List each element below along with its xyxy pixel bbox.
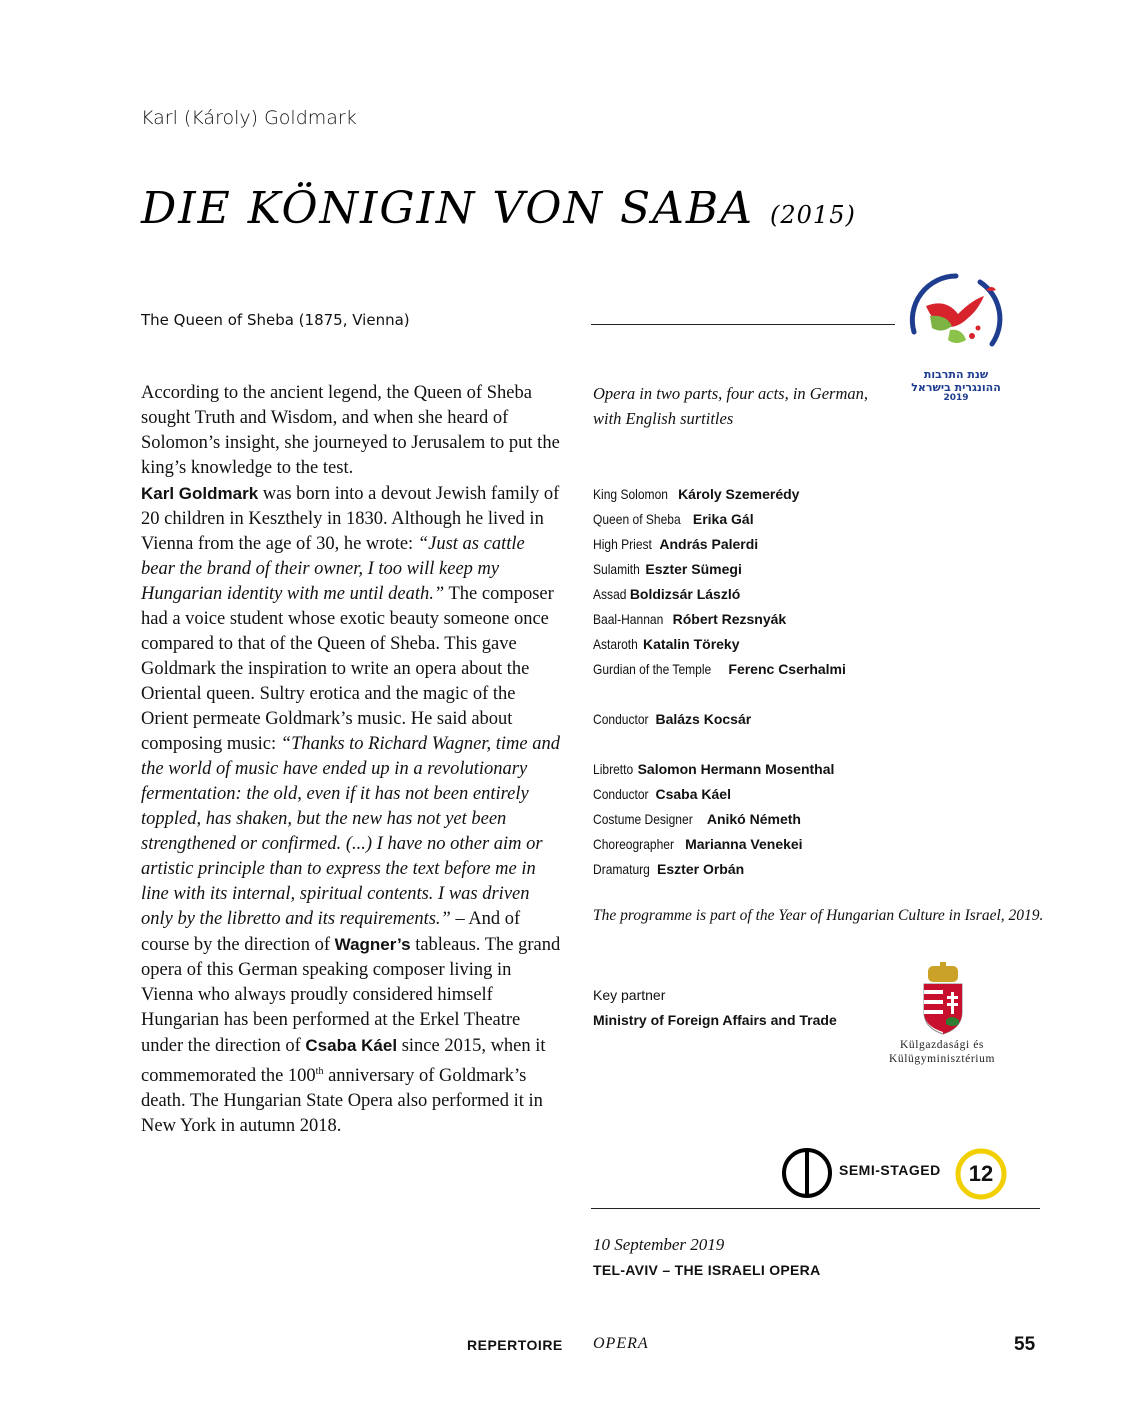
cast-role: Astaroth (593, 636, 638, 652)
culture-year-logo (906, 270, 1006, 410)
cast-name: Károly Szemerédy (678, 486, 800, 502)
opera-format-info (593, 381, 893, 431)
semi-staged-icon (781, 1147, 833, 1199)
logo-year: 2019 (943, 393, 969, 403)
cast-role: Baal-Hannan (593, 611, 664, 627)
title-text: DIE KÖNIGIN VON SABA (141, 183, 755, 234)
creative-role: Libretto (593, 761, 634, 777)
quote-wagner: “Thanks to Richard Wagner, time and the world of music have ended up in a revolutionary fermentation: the old, even if it has not been entirely toppled, has shaken, but the new has not yet been strengthened or confirmed. (...) I have no other aim or artistic principle than to express the text before me in line with its internal, spiritual contents. I was driven only by the libretto and its requirements.” (141, 734, 560, 929)
body-text-span: anniversary of Goldmark’s death. The Hungarian State Opera also performed it in New York in autumn 2018. (141, 1066, 543, 1137)
kael-name: Csaba Káel (305, 1036, 398, 1055)
creative-name: Eszter Orbán (657, 861, 745, 877)
cast-row (593, 607, 1023, 632)
opera-subtitle: The Queen of Sheba (1875, Vienna) (141, 311, 410, 329)
paragraph-goldmark (141, 481, 561, 1139)
creative-name: Csaba Káel (655, 786, 731, 802)
cast-row (593, 532, 1023, 557)
hungarian-crest-icon (918, 962, 968, 1037)
cast-row (593, 582, 1023, 607)
cast-row (593, 557, 1023, 582)
creative-row (593, 782, 1023, 807)
cast-name: Erika Gál (692, 511, 754, 527)
programme-note: The programme is part of the Year of Hungarian Culture in Israel, 2019. (593, 907, 1044, 924)
cast-name: Boldizsár László (629, 586, 741, 602)
creative-name: Salomon Hermann Mosenthal (637, 761, 835, 777)
cast-role: Queen of Sheba (593, 511, 681, 527)
creative-row (593, 757, 1023, 782)
superscript-th: th (315, 1066, 324, 1077)
body-text-span: was born into a devout Jewish family of 20 children in Keszthely in 1830. Although he lived in Vienna from the age of 30, he wrote: (141, 484, 560, 554)
cast-list (593, 482, 1023, 882)
wagner-name: Wagner’s (334, 935, 411, 954)
creative-role: Costume Designer (593, 811, 693, 827)
partner-name: Ministry of Foreign Affairs and Trade (593, 1012, 837, 1028)
creative-row (593, 807, 1023, 832)
cast-name: Róbert Rezsnyák (672, 611, 787, 627)
creative-row (593, 857, 1023, 882)
cast-role: Conductor (593, 711, 649, 727)
divider-top (591, 324, 895, 325)
footer-section: REPERTOIRE (467, 1337, 563, 1353)
creative-role: Dramaturg (593, 861, 650, 877)
body-text-span: The composer had a voice student whose exotic beauty someone once compared to that of the Queen of Sheba. This gave Goldmark the inspiration to write an opera about the Oriental queen. Sultry erotica and the magic of the Orient permeate Goldmark’s music. He said about composing music: (141, 584, 554, 754)
ministry-caption (862, 1038, 1022, 1066)
cast-role: High Priest (593, 536, 652, 552)
logo-hebrew-line2: ההונגרית בישראל (911, 381, 1001, 394)
body-text-span: – And of course by the direction of (141, 909, 521, 955)
conductor-row (593, 707, 1023, 732)
cast-name: Ferenc Cserhalmi (728, 661, 846, 677)
body-text-span: tableaus. The grand opera of this German speaking composer living in Vienna who always proudly considered himself Hungarian has been performed at the Erkel Theatre under the direction of (141, 935, 561, 1056)
spacer (593, 682, 1023, 707)
cast-row (593, 657, 1023, 682)
logo-hebrew-line1: שנת התרבות (923, 368, 989, 381)
ministry-caption-line2: Külügyminisztérium (889, 1053, 995, 1065)
composer-name: Karl (Károly) Goldmark (141, 107, 357, 129)
creative-name: Marianna Venekei (685, 836, 803, 852)
cast-name: Eszter Sümegi (645, 561, 742, 577)
staging-label: SEMI-STAGED (839, 1162, 941, 1178)
partner-label: Key partner (593, 987, 666, 1003)
footer-category: OPERA (593, 1335, 649, 1352)
age-rating-value: 12 (968, 1161, 994, 1186)
cast-role: Gurdian of the Temple (593, 661, 712, 677)
cast-role: Assad (593, 586, 627, 602)
performance-date: 10 September 2019 (593, 1235, 725, 1254)
ministry-caption-line1: Külgazdasági és (899, 1039, 985, 1051)
info-line1: Opera in two parts, four acts, in German, (593, 384, 869, 403)
cast-row (593, 507, 1023, 532)
cast-name: Balázs Kocsár (655, 711, 752, 727)
cast-row (593, 482, 1023, 507)
page-number: 55 (1014, 1334, 1036, 1355)
age-rating-badge (954, 1147, 1008, 1201)
spacer (593, 732, 1023, 757)
cast-role: King Solomon (593, 486, 668, 502)
creative-name: Anikó Németh (706, 811, 801, 827)
body-text-span: since 2015, when it commemorated the 100 (141, 1036, 546, 1087)
opera-title (141, 183, 856, 234)
cast-row (593, 632, 1023, 657)
cast-role: Sulamith (593, 561, 640, 577)
performance-venue: TEL-AVIV – THE ISRAELI OPERA (593, 1262, 821, 1278)
title-year: (2015) (770, 201, 856, 229)
paragraph-legend: According to the ancient legend, the Queen of Sheba sought Truth and Wisdom, and when she heard of Solomon’s insight, she journeyed to Jerusalem to put the king’s knowledge to the test. (141, 383, 560, 478)
creative-role: Choreographer (593, 836, 674, 852)
cast-name: András Palerdi (659, 536, 759, 552)
creative-role: Conductor (593, 786, 649, 802)
article-body (141, 381, 561, 1139)
cast-name: Katalin Töreky (643, 636, 740, 652)
quote-identity: “Just as cattle bear the brand of their owner, I too will keep my Hungarian identity with me until death.” (141, 534, 525, 604)
key-partner (593, 983, 837, 1033)
dove-emblem-icon (906, 270, 1006, 366)
info-line2: with English surtitles (593, 409, 734, 428)
creative-row (593, 832, 1023, 857)
goldmark-name: Karl Goldmark (141, 484, 259, 503)
divider-bottom (591, 1208, 1040, 1209)
